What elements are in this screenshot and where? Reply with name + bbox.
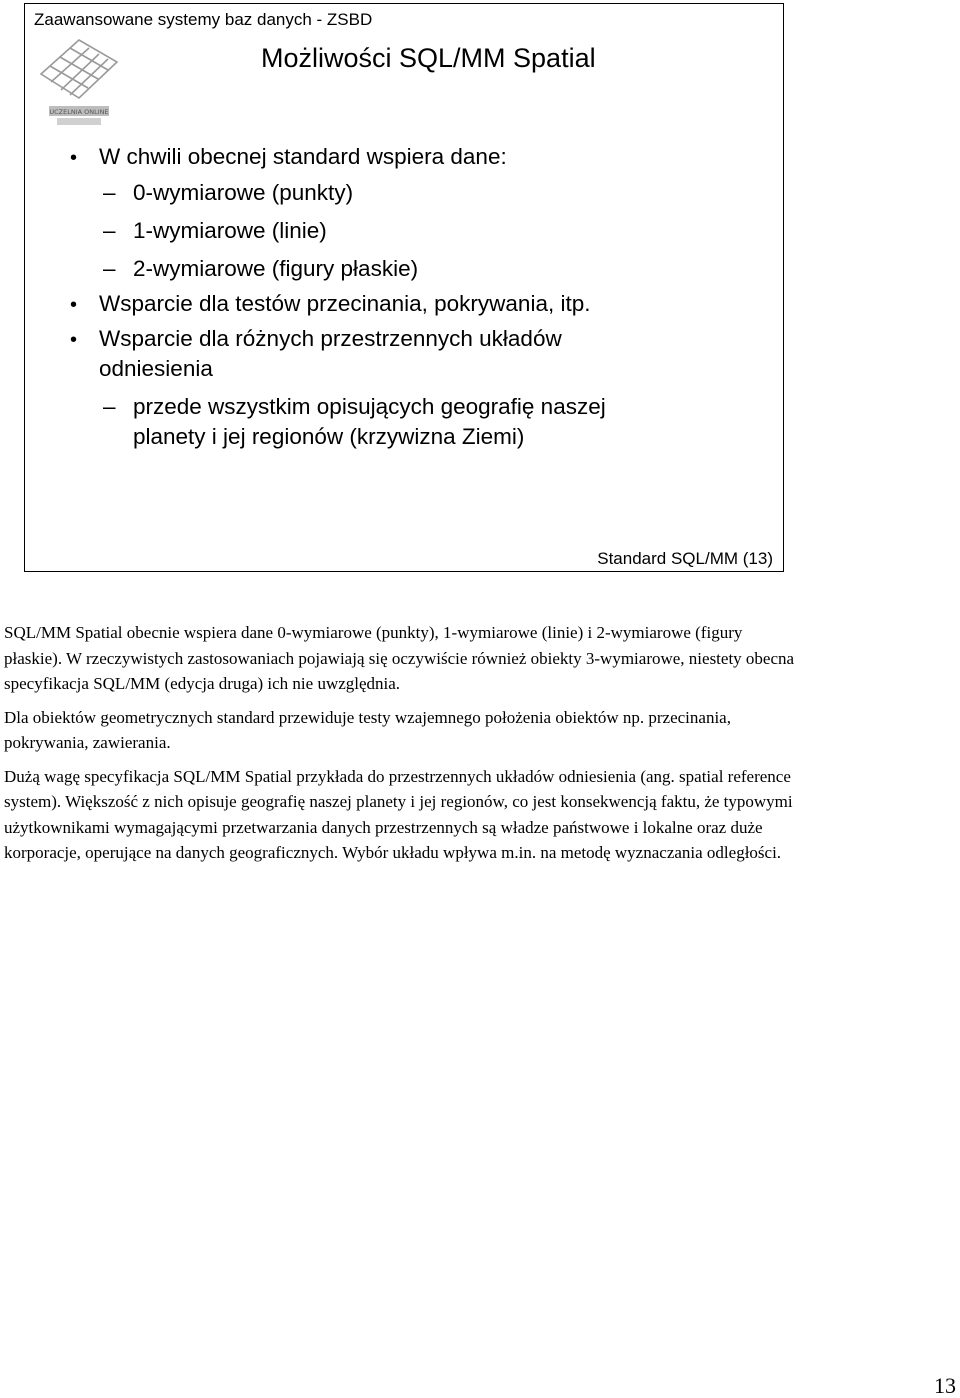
bullet-text-line: Wsparcie dla różnych przestrzennych układów <box>99 326 562 351</box>
sub-bullet-text: 2-wymiarowe (figury płaskie) <box>133 256 419 281</box>
dash-icon: – <box>103 394 116 419</box>
sub-bullet-text: 1-wymiarowe (linie) <box>133 218 327 243</box>
bullet-icon: • <box>70 294 78 316</box>
bullet-icon: • <box>70 147 78 169</box>
course-title: Zaawansowane systemy baz danych - ZSBD <box>34 10 373 29</box>
dash-icon: – <box>103 218 116 243</box>
bullet-item <box>70 142 507 172</box>
bullet-item <box>70 324 562 384</box>
notes-paragraph: SQL/MM Spatial obecnie wspiera dane 0-wymiarowe (punkty), 1-wymiarowe (linie) i 2-wymiarowe (figury płaskie). W rzeczywistych zastosowaniach pojawiają się oczywiście również obiekty 3-wymiarowe, niestety obecna specyfikacja SQL/MM (edycja druga) ich nie uwzględnia. <box>4 623 795 693</box>
slide-title: Możliwości SQL/MM Spatial <box>261 43 596 73</box>
sub-bullet-text-line: przede wszystkim opisujących geografię naszej <box>133 394 606 419</box>
bullet-text: Wsparcie dla testów przecinania, pokrywania, itp. <box>99 291 591 316</box>
notes-section <box>4 620 804 874</box>
notes-paragraph: Dużą wagę specyfikacja SQL/MM Spatial przykłada do przestrzennych układów odniesienia (ang. spatial reference system). Większość z nich opisuje geografię naszej planety i jej regionów, co jest konsekwencją faktu, że typowymi użytkownikami wymagającymi przetwarzania danych przestrzennych są władze państwowe i lokalne oraz duże korporacje, operujące na danych geograficznych. Wybór układu wpływa m.in. na metodę wyznaczania odległości. <box>4 766 793 862</box>
dash-icon: – <box>103 180 116 205</box>
sub-bullet-item <box>103 254 419 284</box>
bullet-icon: • <box>70 329 78 351</box>
dash-icon: – <box>103 256 116 281</box>
notes-paragraph: Dla obiektów geometrycznych standard przewiduje testy wzajemnego położenia obiektów np. przecinania, pokrywania, zawierania. <box>4 707 731 752</box>
bullet-text-line: odniesienia <box>99 356 213 381</box>
slide-footer-label: Standard SQL/MM (13) <box>597 549 773 568</box>
bullet-text: W chwili obecnej standard wspiera dane: <box>99 144 507 169</box>
sub-bullet-text-line: planety i jej regionów (krzywizna Ziemi) <box>133 424 525 449</box>
page-number: 13 <box>934 1373 956 1398</box>
sub-bullet-item <box>103 392 606 452</box>
logo-text: UCZELNIA ONLINE <box>49 108 109 116</box>
bullet-list <box>25 4 783 571</box>
bullet-item <box>70 289 591 319</box>
sub-bullet-item <box>103 216 327 246</box>
sub-bullet-item <box>103 178 354 208</box>
slide-frame <box>24 3 784 572</box>
sub-bullet-text: 0-wymiarowe (punkty) <box>133 180 354 205</box>
